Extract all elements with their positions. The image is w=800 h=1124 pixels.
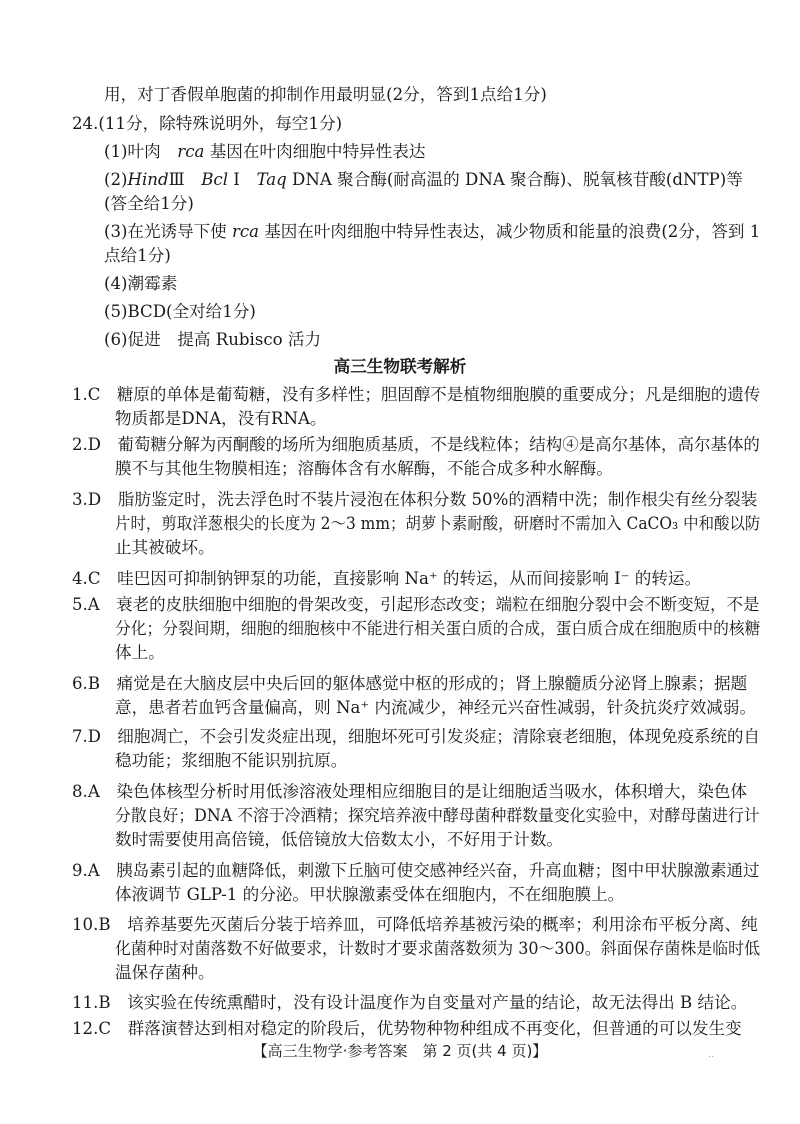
enzyme-bcl: Bcl [201,170,229,189]
item-10-line-1: 10.B 培养基要先灭菌后分装于培养皿，可降低培养基被污染的概率；利用涂布平板分离、纯 [72,915,758,934]
page-footer: 【高三生物学·参考答案 第 2 页(共 4 页)】 [252,1042,548,1060]
q24-answer-3-prefix: (3)在光诱导下使 [104,222,232,241]
item-3-line-2: 片时，剪取洋葱根尖的长度为 2～3 mm；胡萝卜素耐酸，研磨时不需加入 CaCO₃ 中和酸以防 [115,514,761,533]
enzyme-hind-numeral: Ⅲ [168,170,202,189]
item-5-line-3: 体上。 [115,643,165,662]
corner-mark: .. [708,1049,715,1060]
item-5-line-2: 分化；分裂间期，细胞的细胞核中不能进行相关蛋白质的合成，蛋白质合成在细胞质中的核糖 [115,619,761,638]
item-8-line-3: 数时需要使用高倍镜，低倍镜放大倍数太小，不好用于计数。 [115,830,564,849]
item-10-line-2: 化菌种时对菌落数不好做要求，计数时才要求菌落数须为 30～300。斜面保存菌株是临时低 [115,939,761,958]
item-2-line-2: 膜不与其他生物膜相连；溶酶体含有水解酶，不能合成多种水解酶。 [115,459,613,478]
q24-answer-2 [104,169,743,191]
q24-answer-2-text: DNA 聚合酶(耐高温的 DNA 聚合酶)、脱氧核苷酸(dNTP)等 [286,170,743,189]
item-5-line-1: 5.A 衰老的皮肤细胞中细胞的骨架改变，引起形态改变；端粒在细胞分裂中会不断变短，不是 [72,595,760,614]
q24-answer-1-text: 基因在叶肉细胞中特异性表达 [204,142,426,161]
item-11-line-1: 11.B 该实验在传统熏醋时，没有设计温度作为自变量对产量的结论，故无法得出 B 结论。 [72,993,748,1012]
item-4-line-1: 4.C 哇巴因可抑制钠钾泵的功能，直接影响 Na⁺ 的转运，从而间接影响 I⁻ 的转运。 [72,569,702,588]
item-3-line-1: 3.D 脂肪鉴定时，洗去浮色时不装片浸泡在体积分数 50%的酒精中洗；制作根尖有丝分裂装 [72,490,758,509]
section-title: 高三生物联考解析 [333,357,467,376]
q24-answer-3-cont: 点给1分) [104,246,171,265]
q24-answer-3-text: 基因在叶肉细胞中特异性表达，减少物质和能量的浪费(2分，答到 1 [259,222,761,241]
item-7-line-2: 稳功能；浆细胞不能识别抗原。 [115,751,348,770]
item-3-line-3: 止其被破坏。 [115,538,215,557]
enzyme-taq: Taq [256,170,287,189]
item-8-line-2: 分散良好；DNA 不溶于冷酒精；探究培养液中酵母菌种群数量变化实验中，对酵母菌进行计 [115,806,760,825]
q24-answer-5: (5)BCD(全对给1分) [104,302,256,321]
q24-answer-4: (4)潮霉素 [104,274,178,293]
item-10-line-3: 温保存菌种。 [115,963,215,982]
q24-answer-2-cont: (答全给1分) [104,194,194,213]
item-6-line-1: 6.B 痛觉是在大脑皮层中央后回的躯体感觉中枢的形成的；肾上腺髓质分泌肾上腺素；据题 [72,674,748,693]
question-24-header: 24.(11分，除特殊说明外，每空1分) [72,114,343,133]
item-2-line-1: 2.D 葡萄糖分解为丙酮酸的场所为细胞质基质，不是线粒体；结构④是高尔基体，高尔基体的 [72,435,760,454]
q24-answer-3 [104,221,760,243]
item-12-line-1: 12.C 群落演替达到相对稳定的阶段后，优势物种物种组成不再变化，但普通的可以发生变 [72,1019,742,1038]
gene-name-rca: rca [177,142,205,161]
q24-answer-1-prefix: (1)叶肉 [104,142,178,161]
enzyme-hind: Hind [127,170,169,189]
enzyme-bcl-numeral: Ⅰ [228,170,257,189]
item-9-line-1: 9.A 胰岛素引起的血糖降低，刺激下丘脑可使交感神经兴奋，升高血糖；图中甲状腺激素通过 [72,861,760,880]
item-1-line-1: 1.C 糖原的单体是葡萄糖，没有多样性；胆固醇不是植物细胞膜的重要成分；凡是细胞的遗传 [72,385,761,404]
item-7-line-1: 7.D 细胞凋亡，不会引发炎症出现，细胞坏死可引发炎症；清除衰老细胞，体现免疫系统的自 [72,727,760,746]
item-9-line-2: 体液调节 GLP-1 的分泌。甲状腺激素受体在细胞内，不在细胞膜上。 [115,885,625,904]
q24-answer-2-prefix: (2) [104,170,128,189]
item-1-line-2: 物质都是DNA，没有RNA。 [115,409,327,428]
q24-answer-6: (6)促进 提高 Rubisco 活力 [104,330,322,349]
gene-name-rca-2: rca [231,222,260,241]
continued-answer-line: 用，对丁香假单胞菌的抑制作用最明显(2分，答到1点给1分) [104,85,547,104]
item-8-line-1: 8.A 染色体核型分析时用低渗溶液处理相应细胞目的是让细胞适当吸水，体积增大，染色体 [72,782,747,801]
q24-answer-1 [104,141,425,163]
item-6-line-2: 意，患者若血钙含量偏高，则 Na⁺ 内流减少，神经元兴奋性减弱，针灸抗炎疗效减弱。 [115,698,757,717]
